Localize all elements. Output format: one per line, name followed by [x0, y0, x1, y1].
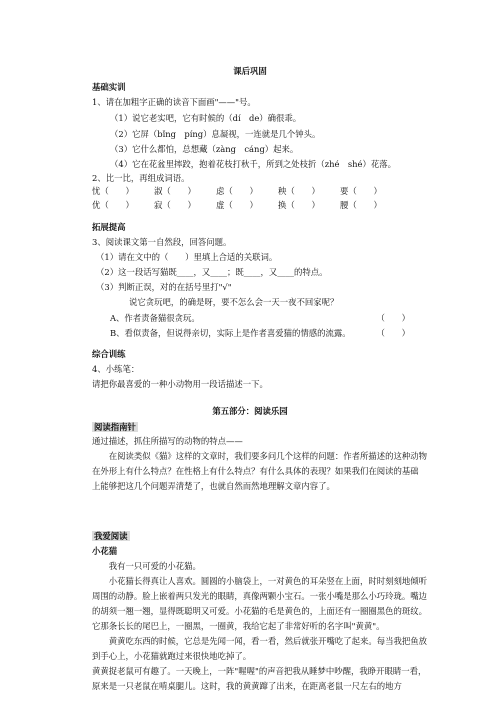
option-b: B、看似责备，但说得亲切，实际上是作者喜爱猫的情感的流露。 [110, 328, 351, 338]
guide-subtitle: 通过描述，抓住所描写的动物的特点—— [92, 436, 243, 446]
reading-tag: 我爱阅读 [94, 531, 128, 541]
compare-cell: 优（ ） [92, 200, 134, 210]
question-3: 3、阅读课文第一自然段，回答问题。 [92, 237, 232, 247]
story-line: 原来是一只老鼠在啃桌腿儿。这时，我的黄黄蹿了出来，在距离老鼠一尺左右的地方 [92, 681, 402, 691]
guide-paragraph-line: 上能够把这几个问题弄清楚了，也就自然而然地理解文章内容了。 [92, 481, 335, 491]
part-title: 第五部分：阅读乐园 [212, 406, 288, 416]
heading-extension: 拓展提高 [92, 222, 126, 232]
compare-cell: 秧（ ） [278, 186, 320, 196]
question-1-item-2: （2）它屏（bǐng píng）息凝视，一连就是几个钟头。 [110, 129, 321, 139]
story-line: 小花猫长得真让人喜欢。圆圆的小脑袋上，一对黄色的耳朵竖在上面，时时刻刻地倾听 [92, 576, 427, 586]
story-line: 它那条长长的尾巴上，一圈黑，一圈黄，我给它起了非常好听的名字叫"黄黄"。 [92, 621, 385, 631]
question-3-quote: 说它贪玩吧，的确是呀，要不怎么会一天一夜不回家呢？ [129, 297, 339, 307]
compare-cell: 寂（ ） [154, 200, 196, 210]
compare-cell: 换（ ） [278, 200, 320, 210]
option-a-bracket: （ ） [376, 313, 410, 323]
section-title: 课后巩固 [233, 66, 267, 76]
option-b-bracket: （ ） [376, 328, 410, 338]
question-1-item-4: （4）它在花盆里摔跤，抱着花枝打秋千，所到之处枝折（zhé shé）花落。 [110, 159, 396, 169]
heading-training: 综合训练 [92, 349, 126, 359]
story-title: 小花猫 [92, 546, 118, 556]
heading-reading-guide [92, 422, 138, 433]
question-1: 1、请在加粗字正确的读音下面画"——"号。 [92, 97, 256, 107]
story-line: 黄黄吃东西的时候，它总是先闻一闻，看一看，然后就张开嘴吃了起来。每当我把鱼放 [92, 636, 427, 646]
story-line: 黄黄捉老鼠可有趣了。一天晚上，一阵"喔喔"的声音把我从睡梦中吵醒，我睁开眼睛一看， [92, 666, 427, 676]
story-line: 的胡须一翘一翘，显得既聪明又可爱。小花猫的毛是黄色的，上面还有一圈圈黑色的斑纹。 [92, 606, 427, 616]
question-4-text: 请把你最喜爱的一种小动物用一段话描述一下。 [92, 379, 268, 389]
question-1-item-1: （1）说它老实吧，它有时候的（dí de）确很乖。 [110, 113, 302, 123]
question-1-item-3: （3）它什么都怕，总想藏（zàng cáng）起来。 [110, 144, 299, 154]
story-line: 到手心上，小花猫就跑过来很快地吃掉了。 [92, 651, 252, 661]
option-a: A、作者责备猫很贪玩。 [110, 313, 200, 323]
heading-reading [92, 531, 130, 542]
guide-paragraph-line: 在外形上有什么特点？在性格上有什么特点？有什么具体的表现？如果我们在阅读的基础 [92, 466, 419, 476]
guide-paragraph-line: 在阅读类似《猫》这样的文章时，我们要多问几个这样的问题：作者所描述的这种动物 [92, 451, 427, 461]
question-2: 2、比一比，再组成词语。 [92, 173, 190, 183]
compare-cell: 虑（ ） [216, 186, 258, 196]
compare-cell: 虚（ ） [216, 200, 258, 210]
story-line: 周围的动静。脸上嵌着两只发光的眼睛，真像两颗小宝石。一张小嘴是那么小巧玲珑。嘴边 [92, 591, 427, 601]
question-3-item-1: （1）请在文中的（ ）里填上合适的关联词。 [96, 252, 278, 262]
question-4: 4、小练笔： [92, 364, 140, 374]
question-3-item-2: （2）这一段话写猫既____，又____；既____，又____的特点。 [96, 267, 328, 277]
compare-cell: 忧（ ） [92, 186, 134, 196]
compare-cell: 腰（ ） [340, 200, 382, 210]
compare-cell: 淑（ ） [154, 186, 196, 196]
compare-cell: 要（ ） [340, 186, 382, 196]
story-line: 我有一只可爱的小花猫。 [92, 561, 201, 571]
reading-guide-tag: 阅读指南针 [94, 422, 136, 432]
heading-basic: 基础实训 [92, 82, 126, 92]
question-3-item-3: （3）判断正误，对的在括号里打"√" [96, 282, 232, 292]
